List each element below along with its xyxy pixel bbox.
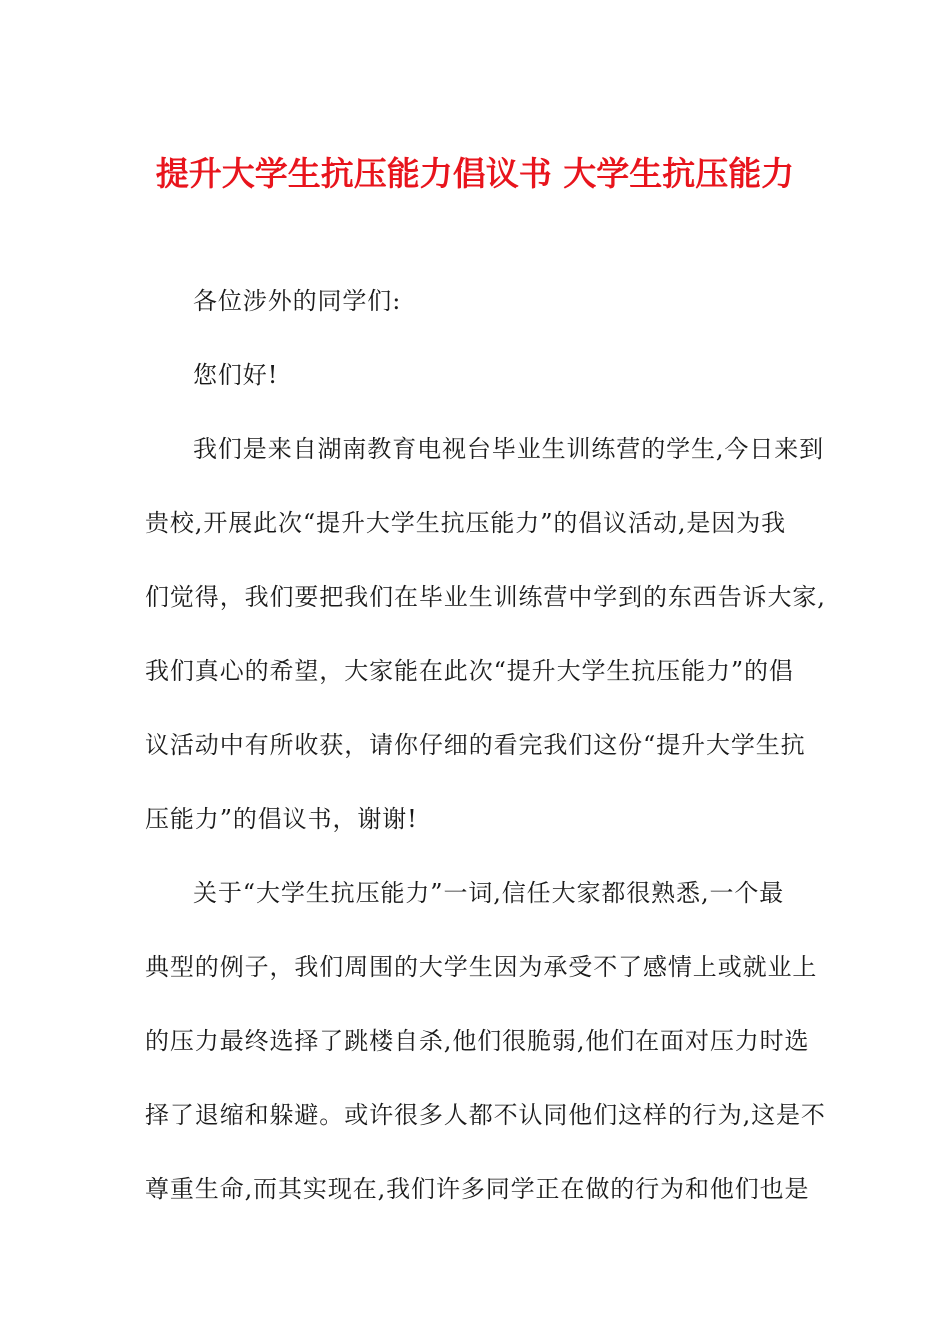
body-line: 压能力”的倡议书，谢谢! xyxy=(145,805,418,833)
greeting-line: 您们好! xyxy=(193,361,279,389)
body-line: 尊重生命,而其实现在,我们许多同学正在做的行为和他们也是 xyxy=(145,1175,810,1203)
body-line: 我们是来自湖南教育电视台毕业生训练营的学生,今日来到 xyxy=(193,435,825,463)
body-line: 关于“大学生抗压能力”一词,信任大家都很熟悉,一个最 xyxy=(193,879,785,907)
body-line: 择了退缩和躲避。或许很多人都不认同他们这样的行为,这是不 xyxy=(145,1101,826,1129)
body-line: 的压力最终选择了跳楼自杀,他们很脆弱,他们在面对压力时选 xyxy=(145,1027,810,1055)
body-line: 我们真心的希望，大家能在此次“提升大学生抗压能力”的倡 xyxy=(145,657,794,685)
body-line: 典型的例子，我们周围的大学生因为承受不了感情上或就业上 xyxy=(145,953,818,981)
body-line: 议活动中有所收获，请你仔细的看完我们这份“提升大学生抗 xyxy=(145,731,806,759)
salutation-line: 各位涉外的同学们: xyxy=(193,287,402,315)
document-title: 提升大学生抗压能力倡议书 大学生抗压能力 xyxy=(155,154,795,193)
body-line: 们觉得，我们要把我们在毕业生训练营中学到的东西告诉大家, xyxy=(145,583,826,611)
body-line: 贵校,开展此次“提升大学生抗压能力”的倡议活动,是因为我 xyxy=(145,509,786,537)
